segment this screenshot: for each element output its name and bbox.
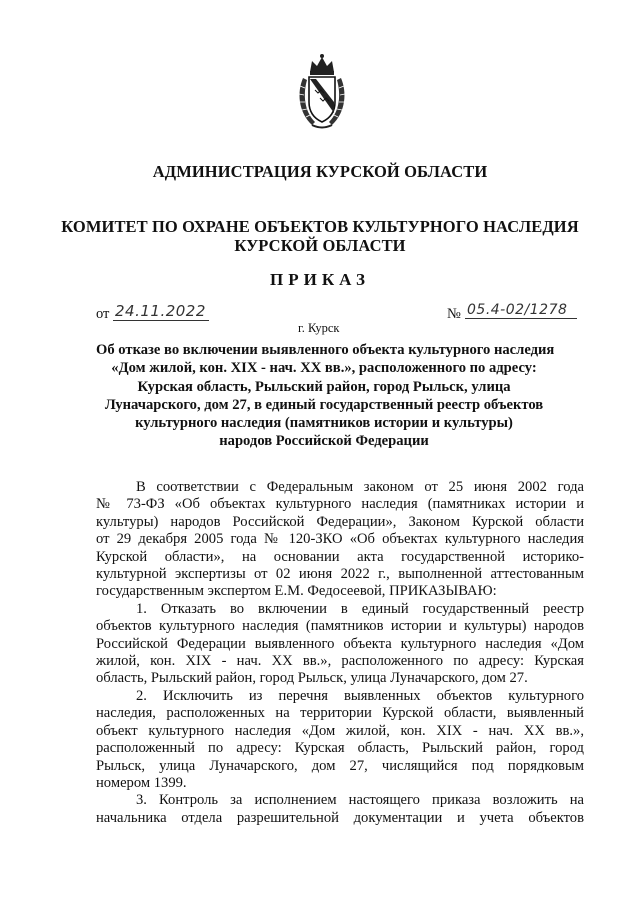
body-line: номером 1399. xyxy=(96,774,187,791)
body-line: В соответствии с Федеральным законом от 25 июня 2002 года xyxy=(136,479,584,495)
body-line: Курской области», на основании акта государственной историко- xyxy=(96,548,584,565)
body-line: объект культурного наследия «Дом жилой, кон. XIX - нач. XX вв.», xyxy=(96,722,584,739)
body-line: расположенный по адресу: Курская область, Рыльский район, город xyxy=(96,740,584,757)
subject-line: Об отказе во включении выявленного объекта культурного наследия xyxy=(96,342,555,358)
committee-title-line-2: КУРСКОЙ ОБЛАСТИ xyxy=(234,236,406,255)
order-body-text xyxy=(96,479,584,827)
handwritten-date: 24.11.2022 xyxy=(113,302,209,321)
body-line: 1. Отказать во включении в единый государственный реестр xyxy=(136,600,584,617)
body-line: область, Рыльский район, город Рыльск, улица Луначарского, дом 27. xyxy=(96,670,528,687)
date-label: от xyxy=(96,306,110,322)
number-label: № xyxy=(447,306,461,322)
body-line: государственным экспертом Е.М. Федосеевой, ПРИКАЗЫВАЮ: xyxy=(96,583,497,600)
body-line: Рыльск, улица Луначарского, дом 27, числящийся под порядковым xyxy=(96,757,584,774)
body-line: Российской Федерации выявленного объекта культурного наследия «Дом xyxy=(96,635,584,652)
coat-of-arms-emblem xyxy=(294,52,350,132)
body-line: 2. Исключить из перечня выявленных объектов культурного xyxy=(136,687,584,704)
subject-line: Курская область, Рыльский район, город Рыльск, улица xyxy=(137,378,511,395)
subject-line: Луначарского, дом 27, в единый государственный реестр объектов xyxy=(104,396,544,413)
body-line: наследия, расположенных на территории Курской области, выявленный xyxy=(96,705,584,722)
body-line: объектов культурного наследия (памятников истории и культуры) народов xyxy=(96,618,584,635)
body-line: жилой, кон. XIX - нач. XX вв.», расположенного по адресу: Курская xyxy=(96,653,584,670)
order-subject-heading xyxy=(96,341,555,451)
body-line: начальника отдела разрешительной документации и учета объектов xyxy=(96,809,584,826)
subject-line: культурного наследия (памятников истории и культуры) xyxy=(135,415,513,432)
city-label: г. Курск xyxy=(298,321,340,335)
organization-title: АДМИНИСТРАЦИЯ КУРСКОЙ ОБЛАСТИ xyxy=(152,162,488,181)
document-type-title: ПРИКАЗ xyxy=(270,270,370,289)
subject-line: народов Российской Федерации xyxy=(219,433,429,450)
body-line: № 73-ФЗ «Об объектах культурного наследия (памятниках истории и xyxy=(96,496,584,513)
body-line: 3. Контроль за исполнением настоящего приказа возложить на xyxy=(136,792,584,809)
body-line: культурной экспертизы от 02 июня 2022 г., выполненной аттестованным xyxy=(96,566,584,583)
body-line: от 29 декабря 2005 года № 120-ЗКО «Об объектах культурного наследия xyxy=(96,531,584,548)
subject-line: «Дом жилой, кон. XIX - нач. XX вв.», расположенного по адресу: xyxy=(111,360,537,377)
body-line: культуры) народов Российской Федерации», Законом Курской области xyxy=(96,513,584,530)
handwritten-order-number: 05.4-02/1278 xyxy=(465,302,577,319)
committee-title-line-1: КОМИТЕТ ПО ОХРАНЕ ОБЪЕКТОВ КУЛЬТУРНОГО НАСЛЕДИЯ xyxy=(61,217,579,236)
